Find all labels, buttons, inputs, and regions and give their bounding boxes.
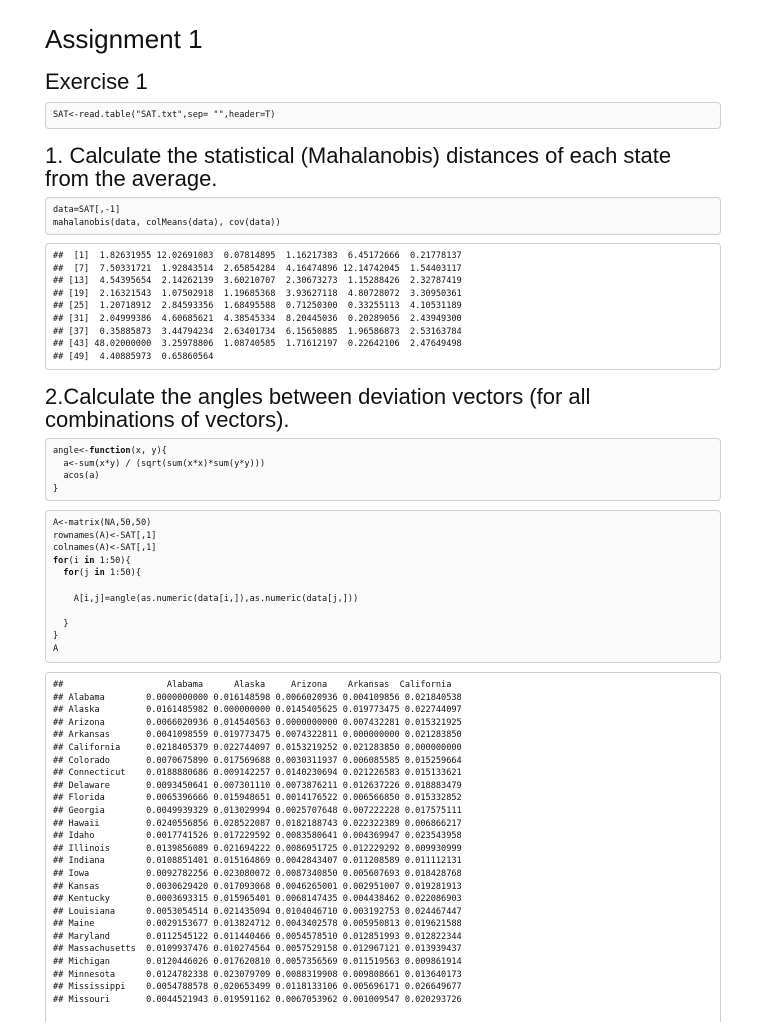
- code-block-read-table: [45, 102, 721, 129]
- matrix-row: ## Mississippi 0.0054788578 0.020653499 0.0118133106 0.005696171 0.026649677: [53, 982, 462, 993]
- code-line: A[i,j]=angle(as.numeric(data[i,]),as.numeric(data[j,])): [53, 593, 359, 604]
- output-text: [53, 679, 713, 1006]
- code-line: acos(a): [53, 471, 100, 482]
- output-line: ## [25] 1.20718912 2.84593356 1.68495588 0.71250300 0.33255113 4.10531189: [53, 301, 462, 312]
- keyword: for: [63, 568, 79, 579]
- matrix-row: ## Idaho 0.0017741526 0.017229592 0.0083580641 0.004369947 0.023543958: [53, 831, 462, 842]
- matrix-row: ## Iowa 0.0092782256 0.023080072 0.0087340850 0.005607693 0.018428768: [53, 868, 462, 879]
- code-line: a<-sum(x*y) / (sqrt(sum(x*x)*sum(y*y))): [53, 458, 266, 469]
- output-block-mahalanobis: [45, 243, 721, 370]
- matrix-row: ## Arizona 0.0066020936 0.014540563 0.0000000000 0.007432281 0.015321925: [53, 717, 462, 728]
- matrix-row: ## Alaska 0.0161485982 0.000000000 0.0145405625 0.019773475 0.022744097: [53, 705, 462, 716]
- code-line: angle<-function(x, y){: [53, 446, 167, 456]
- question-1-heading: 1. Calculate the statistical (Mahalanobis) distances of each state from the average.: [45, 143, 672, 191]
- code-line: for(j in 1:50){: [63, 568, 141, 579]
- keyword: in: [94, 568, 105, 579]
- matrix-row: ## Florida 0.0065396666 0.015948651 0.0014176522 0.006566850 0.015332852: [53, 793, 462, 804]
- output-line: ## [43] 48.02000000 3.25978806 1.08740585 1.71612197 0.22642106 2.47649498: [53, 339, 462, 350]
- matrix-row: ## Michigan 0.0120446026 0.017620810 0.0057356569 0.011519563 0.009861914: [53, 957, 462, 968]
- matrix-row: ## Kentucky 0.0003693315 0.015965401 0.0068147435 0.004438462 0.022086903: [53, 894, 462, 905]
- code-line: }: [53, 631, 59, 642]
- question-2-heading: 2.Calculate the angles between deviation vectors (for all combinations of vectors).: [45, 384, 591, 432]
- matrix-row: ## Missouri 0.0044521943 0.019591162 0.0067053962 0.001009547 0.020293726: [53, 994, 462, 1005]
- code-block-angle-function: [45, 438, 721, 501]
- code-text: SAT<-read.table("SAT.txt",sep= "",header=T): [53, 110, 276, 120]
- matrix-row: ## Louisiana 0.0053054514 0.021435094 0.0104046710 0.003192753 0.024467447: [53, 906, 462, 917]
- output-text: [53, 250, 713, 363]
- output-line: ## [49] 4.40885973 0.65860564: [53, 351, 214, 362]
- matrix-row: ## Alabama Alaska Arizona Arkansas California: [53, 680, 452, 690]
- exercise-heading: Exercise 1: [45, 69, 148, 94]
- matrix-row: ## Maine 0.0029153677 0.013824712 0.0043402578 0.005950813 0.019621588: [53, 919, 462, 930]
- matrix-row: ## Indiana 0.0108851401 0.015164869 0.0042843407 0.011208589 0.011112131: [53, 856, 462, 867]
- output-line: ## [7] 7.50331721 1.92843514 2.65854284 4.16474896 12.14742045 1.54403117: [53, 263, 462, 274]
- code-line: A: [53, 643, 59, 654]
- matrix-row: ## Minnesota 0.0124782338 0.023079709 0.0088319908 0.009808661 0.013640173: [53, 969, 462, 980]
- output-line: ## [1] 1.82631955 12.02691083 0.07814895 1.16217383 6.45172666 0.21778137: [53, 251, 462, 261]
- document-title: Assignment 1: [45, 24, 203, 54]
- keyword: function: [89, 446, 131, 456]
- matrix-row: ## Maryland 0.0112545122 0.011440466 0.0054578510 0.012851993 0.012822344: [53, 931, 462, 942]
- code-text: data=SAT[,-1] mahalanobis(data, colMeans(data), cov(data)): [53, 205, 281, 228]
- matrix-row: ## California 0.0218405379 0.022744097 0.0153219252 0.021283850 0.000000000: [53, 742, 462, 753]
- matrix-row: ## Alabama 0.0000000000 0.016148598 0.0066020936 0.004109856 0.021840538: [53, 692, 462, 703]
- output-block-angle-matrix: [45, 672, 721, 1022]
- matrix-row: ## Illinois 0.0139856089 0.021694222 0.0086951725 0.012229292 0.009930999: [53, 843, 462, 854]
- output-line: ## [37] 0.35885873 3.44794234 2.63401734 6.15650885 1.96586873 2.53163784: [53, 326, 462, 337]
- output-line: ## [13] 4.54395654 2.14262139 3.60210707 2.30673273 1.15288426 2.32787419: [53, 276, 462, 287]
- keyword: for: [53, 555, 69, 566]
- code-text: [53, 517, 713, 656]
- code-line: }: [53, 483, 59, 494]
- code-text: [53, 445, 713, 495]
- matrix-row: ## Georgia 0.0049939329 0.013029994 0.0025707648 0.007222228 0.017575111: [53, 805, 462, 816]
- matrix-row: ## Connecticut 0.0188880686 0.009142257 0.0140230694 0.021226583 0.015133621: [53, 768, 462, 779]
- output-line: ## [31] 2.04999386 4.60685621 4.38545334 8.20445036 0.20289056 2.43949300: [53, 313, 462, 324]
- code-block-angle-matrix: [45, 510, 721, 663]
- keyword: in: [84, 555, 95, 566]
- matrix-row: ## Colorado 0.0070675890 0.017569688 0.0030311937 0.006085585 0.015259664: [53, 755, 462, 766]
- code-block-mahalanobis: [45, 197, 721, 235]
- code-line: colnames(A)<-SAT[,1]: [53, 543, 157, 554]
- matrix-row: ## Kansas 0.0030629420 0.017093068 0.0046265001 0.002951007 0.019281913: [53, 881, 462, 892]
- matrix-row: ## Hawaii 0.0240556856 0.028522087 0.0182188743 0.022322389 0.006866217: [53, 818, 462, 829]
- code-line: for(i in 1:50){: [53, 555, 131, 566]
- matrix-row: ## Massachusetts 0.0109937476 0.010274564 0.0057529158 0.012967121 0.013939437: [53, 944, 462, 955]
- code-line: }: [53, 618, 69, 629]
- output-line: ## [19] 2.16321543 1.07502918 1.19685368 3.93627118 4.80728072 3.30950361: [53, 288, 462, 299]
- matrix-row: ## Delaware 0.0093450641 0.007301110 0.0073876211 0.012637226 0.018883479: [53, 780, 462, 791]
- matrix-row: ## Arkansas 0.0041098559 0.019773475 0.0074322811 0.000000000 0.021283850: [53, 730, 462, 741]
- code-line: A<-matrix(NA,50,50): [53, 518, 152, 528]
- code-line: rownames(A)<-SAT[,1]: [53, 530, 157, 541]
